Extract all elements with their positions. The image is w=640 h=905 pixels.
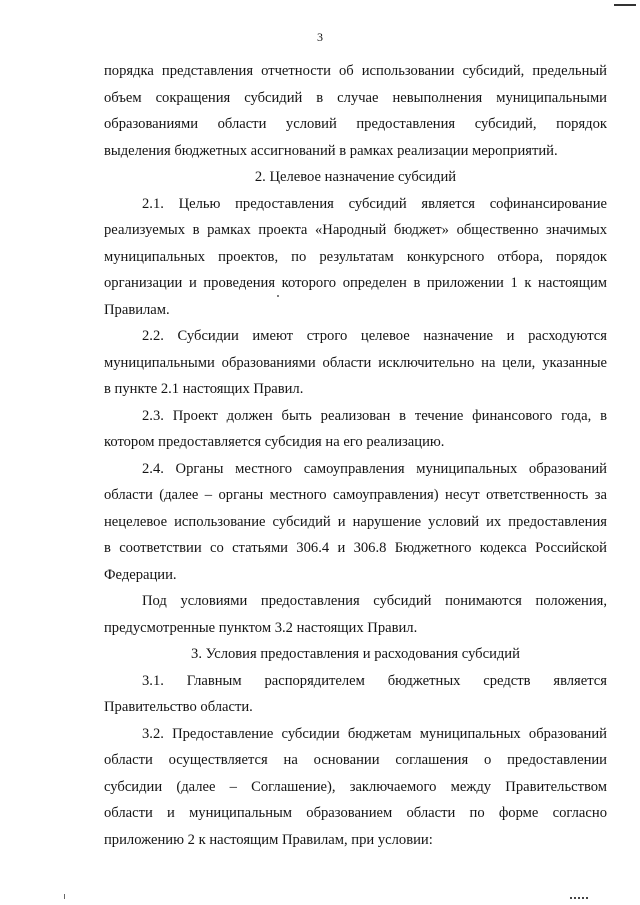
text-line: организации и проведения которого определен в приложении 1 к настоящим: [104, 275, 607, 291]
text-line: 2.2. Субсидии имеют строго целевое назначение и расходуются: [142, 328, 607, 344]
page-number: 3: [317, 30, 323, 44]
text-line: области осуществляется на основании соглашения о предоставлении: [104, 752, 607, 768]
text-line: субсидии (далее – Соглашение), заключаемого между Правительством: [104, 778, 607, 795]
scan-tick-mark: [64, 894, 65, 899]
corner-mark-top: [614, 0, 636, 6]
text-line: в пункте 2.1 настоящих Правил.: [104, 381, 304, 397]
text-line: муниципальных проектов, по результатам конкурсного отбора, порядок: [104, 248, 607, 265]
text-line: 3.1. Главным распорядителем бюджетных средств является: [142, 672, 607, 689]
text-line: 3.2. Предоставление субсидии бюджетам муниципальных образований: [142, 725, 607, 742]
text-line: объем сокращения субсидий в случае невыполнения муниципальными: [104, 89, 607, 106]
text-line: Правительство области.: [104, 699, 253, 715]
paragraph-intro-continuation: [104, 58, 607, 164]
paragraph-2-4: [104, 456, 607, 589]
text-line: выделения бюджетных ассигнований в рамках реализации мероприятий.: [104, 142, 558, 159]
text-line: 2.4. Органы местного самоуправления муниципальных образований: [142, 460, 607, 477]
text-line: в соответствии со статьями 306.4 и 306.8 Бюджетного кодекса Российской: [104, 540, 607, 556]
section-heading-3: 3. Условия предоставления и расходования субсидий: [191, 646, 520, 662]
paragraph-3-2: [104, 721, 607, 854]
text-line: нецелевое использование субсидий и нарушение условий их предоставления: [104, 513, 607, 530]
text-line: муниципальными образованиями области исключительно на цели, указанные: [104, 354, 607, 371]
paragraph-2-1: [104, 191, 607, 324]
text-line: образованиями области условий предоставления субсидий, порядок: [104, 116, 607, 132]
document-body: [104, 58, 607, 853]
corner-mark-bottom: [570, 894, 588, 899]
text-line: приложению 2 к настоящим Правилам, при условии:: [104, 831, 433, 848]
paragraph-2-2: [104, 323, 607, 403]
text-line: котором предоставляется субсидия на его реализацию.: [104, 434, 445, 450]
text-line: области и муниципальным образованием области по форме согласно: [104, 805, 607, 821]
text-line: области (далее – органы местного самоуправления) несут ответственность за: [104, 487, 607, 503]
text-line: 2.3. Проект должен быть реализован в течение финансового года, в: [142, 407, 607, 424]
text-line: порядка представления отчетности об использовании субсидий, предельный: [104, 63, 607, 79]
text-line: предусмотренные пунктом 3.2 настоящих Правил.: [104, 619, 418, 636]
paragraph-2-3: [104, 403, 607, 456]
section-heading-2: 2. Целевое назначение субсидий: [254, 169, 457, 185]
text-line: 2.1. Целью предоставления субсидий является софинансирование: [142, 195, 607, 212]
paragraph-3-1: [104, 668, 607, 721]
text-line: Правилам.: [104, 301, 170, 318]
text-line: Под условиями предоставления субсидий понимаются положения,: [142, 593, 607, 609]
scan-speck: [277, 295, 279, 297]
paragraph-conditions-definition: [104, 588, 607, 641]
text-line: Федерации.: [104, 566, 177, 583]
text-line: реализуемых в рамках проекта «Народный бюджет» общественно значимых: [104, 222, 607, 238]
